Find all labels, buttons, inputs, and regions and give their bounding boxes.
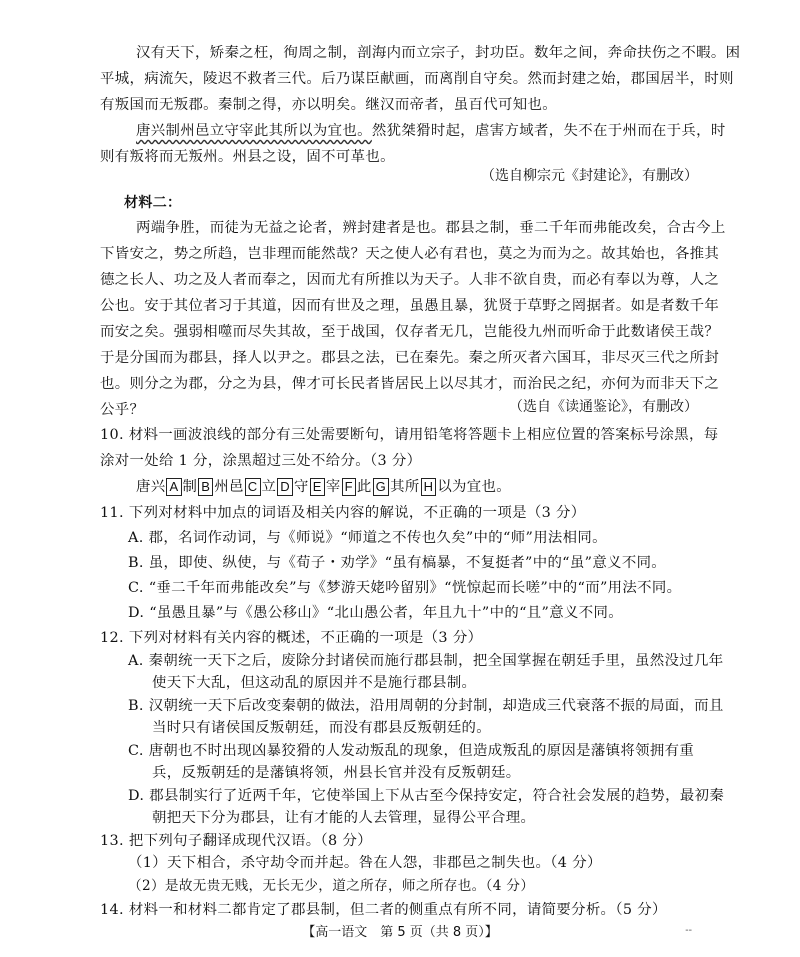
- q14-stem: 14. 材料一和材料二都肯定了郡县制，但二者的侧重点有所不同，请简要分析。（5 分）: [100, 902, 667, 918]
- answer-box-b[interactable]: B: [198, 478, 213, 496]
- q12-option-d-line-1: D. 郡县制实行了近两千年，它使举国上下从古至今保持安定，符合社会发展的趋势，最初秦: [128, 787, 725, 804]
- material1-line-1: 汉有天下，矫秦之枉，徇周之制，剖海内而立宗子，封功臣。数年之间，奔命扶伤之不暇。困: [136, 45, 741, 61]
- material2-line-1: 两端争胜，而徒为无益之论者，辨封建者是也。郡县之制，垂二千年而弗能改矣，合古今上: [136, 220, 726, 236]
- material2-line-3: 德之长人、功之及人者而奉之，因而尤有所推以为天子。人非不欲自贵，而必有奉以为尊，人之: [100, 272, 720, 288]
- material2-line-7: 也。则分之为郡，分之为县，俾才可长民者皆居民上以尽其才，而治民之纪，亦何为而非天下之: [100, 376, 720, 392]
- material1-line-4-rest: 然犹桀猾时起，虐害方域者，失不在于州而在于兵，时: [371, 123, 726, 139]
- wavy-underlined-sentence: 唐兴制州邑立守宰此其所以为宜也。: [136, 123, 372, 139]
- q11-option-b: B. 虽，即使、纵使，与《荀子・劝学》“虽有槁暴，不复挺者”中的“虽”意义不同。: [128, 555, 667, 571]
- answer-box-d[interactable]: D: [277, 478, 293, 496]
- material1-line-2: 平城，病流矢，陵迟不救者三代。后乃谋臣献画，而离削自守矣。然而封建之始，郡国居半，时则: [100, 71, 734, 87]
- material1-source: （选自柳宗元《封建论》，有删改）: [481, 168, 698, 184]
- q10-segment: 制: [182, 479, 198, 495]
- answer-box-h[interactable]: H: [421, 478, 437, 496]
- material2-line-6: 于是分国而为郡县，择人以尹之。郡县之法，已在秦先。秦之所灭者六国耳，非尽灭三代之所封: [100, 350, 720, 366]
- material2-line-8: 公乎？: [100, 402, 145, 418]
- q10-sentence-with-boxes: [136, 476, 511, 498]
- material1-line-4: [136, 120, 726, 142]
- material2-heading: 材料二：: [124, 195, 182, 211]
- q12-stem: 12. 下列对材料有关内容的概述，不正确的一项是（3 分）: [100, 630, 483, 646]
- q11-option-d: D. “虽愚且暴”与《愚公移山》“北山愚公者，年且九十”中的“且”意义不同。: [128, 605, 623, 621]
- q12-option-c-line-2: 兵，反叛朝廷的是藩镇将领，州县长官并没有反叛朝廷。: [152, 765, 521, 781]
- q13-stem: 13. 把下列句子翻译成现代汉语。（8 分）: [100, 832, 372, 849]
- q12-option-b-line-1: B. 汉朝统一天下后改变秦朝的做法，沿用周朝的分封制，却造成三代衰落不振的局面，而且: [128, 697, 724, 714]
- answer-box-e[interactable]: E: [310, 478, 325, 496]
- q10-segment: 宰: [325, 479, 341, 495]
- q13-item-2: （2）是故无贵无贱，无长无少，道之所存，师之所存也。（4 分）: [128, 877, 535, 894]
- q10-segment: 此: [356, 479, 372, 495]
- q12-option-a-line-2: 使天下大乱，但这动乱的原因并不是施行郡县制。: [152, 675, 477, 691]
- q11-stem: 11. 下列对材料中加点的词语及相关内容的解说，不正确的一项是（3 分）: [100, 505, 586, 521]
- q10-stem-line-2: 涂对一处给 1 分，涂黑超过三处不给分。（3 分）: [100, 453, 422, 469]
- material2-line-4: 公也。安于其位者习于其道，因而有世及之理，虽愚且暴，犹贤于草野之罔据者。如是者数千年: [100, 298, 720, 314]
- q12-option-d-line-2: 朝把天下分为郡县，让有才能的人去管理，显得公平合理。: [152, 810, 536, 826]
- material2-line-2: 下皆安之，势之所趋，岂非理而能然哉？天之使人必有君也，莫之为而为之。故其始也，各推其: [100, 246, 720, 262]
- q11-option-c: C. “垂二千年而弗能改矣”与《梦游天姥吟留别》“恍惊起而长嗟”中的“而”用法不同。: [128, 580, 682, 596]
- q12-option-a-line-1: A. 秦朝统一天下之后，废除分封诸侯而施行郡县制，把全国掌握在朝廷手里，虽然没过几年: [128, 652, 724, 669]
- q10-segment: 守: [294, 479, 309, 495]
- material2-source: （选自《读通鉴论》，有删改）: [509, 399, 698, 415]
- q12-option-c-line-1: C. 唐朝也不时出现凶暴狡猾的人发动叛乱的现象，但造成叛乱的原因是藩镇将领拥有重: [128, 742, 695, 759]
- q10-stem-line-1: 10. 材料一画波浪线的部分有三处需要断句，请用铅笔将答题卡上相应位置的答案标号涂黑，每: [100, 427, 719, 443]
- corner-mark: --: [685, 925, 692, 936]
- q10-segment: 以为宜也。: [437, 479, 512, 495]
- material1-line-3: 有叛国而无叛郡。秦制之得，亦以明矣。继汉而帝者，虽百代可知也。: [100, 97, 557, 113]
- page-footer: 【高一语文 第 5 页（共 8 页）】: [302, 925, 498, 940]
- q13-item-1: （1）天下相合，杀守劫令而并起。咎在人怨，非郡邑之制失也。（4 分）: [128, 855, 602, 871]
- q10-segment: 立: [261, 479, 277, 495]
- q10-segment: 州邑: [214, 479, 244, 495]
- q10-segment: 唐兴: [136, 479, 166, 495]
- answer-box-f[interactable]: F: [342, 478, 356, 496]
- answer-box-a[interactable]: A: [166, 478, 181, 496]
- material1-line-5: 则有叛将而无叛州。州县之设，固不可革也。: [100, 149, 395, 165]
- q10-segment: 其所: [390, 479, 420, 495]
- answer-box-c[interactable]: C: [245, 478, 261, 496]
- answer-box-g[interactable]: G: [373, 478, 389, 496]
- q11-option-a: A. 郡，名词作动词，与《师说》“师道之不传也久矣”中的“师”用法相同。: [128, 530, 607, 546]
- material2-line-5: 而安之矣。强弱相噬而尽失其故，至于战国，仅存者无几，岂能役九州而听命于此数诸侯王哉？: [100, 324, 720, 340]
- q12-option-b-line-2: 当时只有诸侯国反叛朝廷，而没有郡县反叛朝廷的。: [152, 720, 492, 736]
